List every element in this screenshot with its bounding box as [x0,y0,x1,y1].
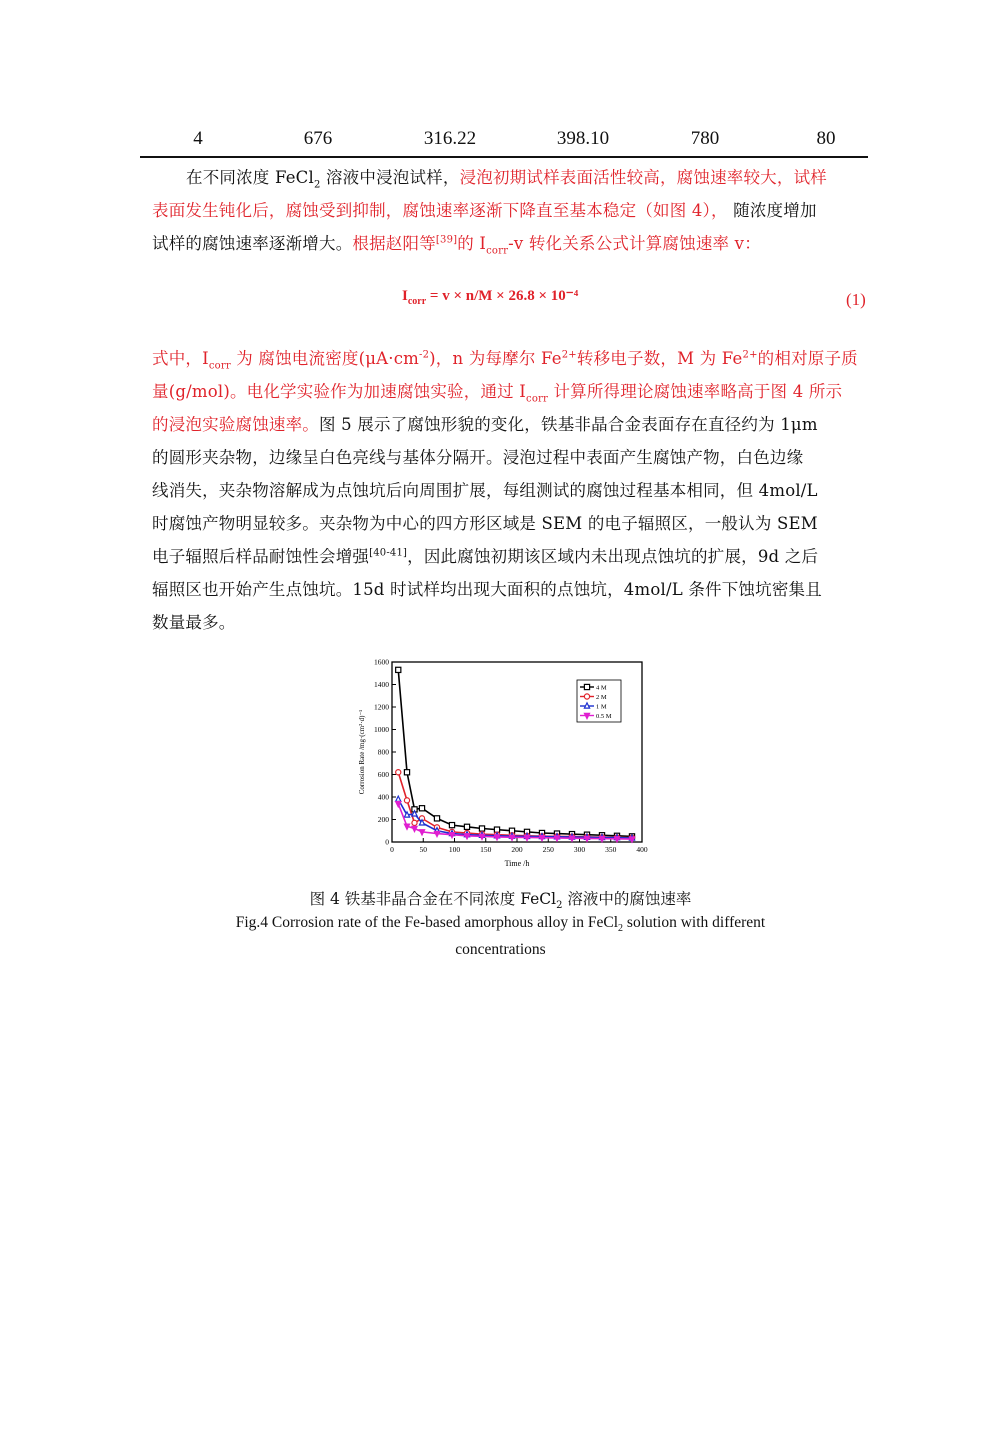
x-tick-label: 0 [390,845,394,854]
legend-marker [584,684,589,689]
x-tick-label: 400 [636,845,648,854]
legend-label: 1 M [596,703,607,711]
para2-line4: 的圆形夹杂物，边缘呈白色亮线与基体分隔开。浸泡过程中表面产生腐蚀产物，白色边缘 [152,448,804,467]
table-cell: 780 [690,128,720,149]
para1-line2: 表面发生钝化后，腐蚀受到抑制，腐蚀速率逐渐下降直至基本稳定（如图 4）， 随浓度增加 [152,201,817,220]
data-point [479,826,484,831]
para2-line8: 辐照区也开始产生点蚀坑。15d 时试样均出现大面积的点蚀坑，4mol/L 条件下蚀坑密集且 [152,580,822,599]
data-point [396,667,401,672]
legend-label: 4 M [596,684,607,692]
para2-line1: 式中，$I_{corr}$ 为 腐蚀电流密度$(\mu A\cdot cm^{-2})$，n 为每摩尔 $Fe^{2+}$转移电子数，M 为 $Fe^{2+}$的相对原子质 [152,349,858,372]
data-point [404,770,409,775]
para1-line1: 在不同浓度 FeCl$_2$ 溶液中浸泡试样，浸泡初期试样表面活性较高，腐蚀速率较大，试样 [186,168,827,191]
para2-line6: 时腐蚀产物明显较多。夹杂物为中心的四方形区域是 SEM 的电子辐照区，一般认为 SEM [152,514,818,533]
y-tick-label: 0 [385,837,389,847]
table-cell: 80 [816,128,836,149]
legend-label: 2 M [596,694,607,701]
paragraph-2 [152,342,866,639]
equation-number: (1) [846,290,866,309]
data-point [449,823,454,828]
data-point [404,798,409,803]
y-tick-label: 800 [377,747,389,757]
para2-line9: 数量最多。 [152,613,236,632]
para1-line3: 试样的腐蚀速率逐渐增大。根据赵阳等[39]的 $I_{corr}-v$ 转化关系公式计算腐蚀速率 v： [152,234,761,257]
x-tick-label: 300 [573,845,586,854]
data-point [419,806,424,811]
table-cell: 4 [193,128,203,149]
data-point [434,816,439,821]
y-tick-label: 400 [377,792,389,802]
table-cell: 398.10 [556,128,610,149]
para2-line5: 线消失，夹杂物溶解成为点蚀坑后向周围扩展，每组测试的腐蚀过程基本相同，但 4mol/L [152,481,818,500]
equation-1: $I_{corr} = v \times n/M \times 26.8 \times 10^{-4}$ [402,288,579,307]
figure-caption-cn: 图 4 铁基非晶合金在不同浓度 FeCl$_2$ 溶液中的腐蚀速率 [309,890,692,912]
y-tick-label: 600 [377,770,389,779]
data-point [412,820,417,825]
y-tick-label: 1200 [374,702,389,712]
y-tick-label: 1000 [374,725,389,734]
x-tick-label: 150 [480,845,492,854]
x-tick-label: 250 [542,845,554,854]
table-cell: 316.22 [423,128,477,149]
x-tick-label: 50 [419,845,427,854]
legend-label: 0.5 M [596,713,612,720]
data-point [396,770,401,775]
legend-marker [584,694,589,699]
table-cell: 676 [303,128,333,149]
para2-line7: 电子辐照后样品耐蚀性会增强[40-41]，因此腐蚀初期该区域内未出现点蚀坑的扩展，9d 之后 [152,547,819,566]
y-tick-label: 200 [377,815,389,824]
figure-caption-en-line1: Fig.4 Corrosion rate of the Fe-based amorphous alloy in FeCl$_2$ solution with different [235,914,766,935]
y-tick-label: 1600 [374,657,389,667]
table-bottom-rule [140,156,868,158]
data-point [464,824,469,829]
x-tick-label: 350 [605,845,617,854]
y-axis-label: Corrosion Rate /mg·(cm²·d)⁻¹ [358,709,366,795]
figure-caption-en-line2: concentrations [455,941,546,958]
paragraph-1 [152,161,866,260]
para2-line2: 量(g/mol)。电化学实验作为加速腐蚀实验，通过 $I_{corr}$ 计算所得理论腐蚀速率略高于图 4 所示 [152,382,843,405]
para2-line3: 的浸泡实验腐蚀速率。图 5 展示了腐蚀形貌的变化，铁基非晶合金表面存在直径约为 1μm [152,415,818,434]
x-axis-label: Time /h [504,859,530,868]
x-tick-label: 200 [511,845,523,854]
corrosion-rate-chart [352,656,648,872]
table-last-row [140,128,868,156]
x-tick-label: 100 [448,845,461,854]
y-tick-label: 1400 [374,680,389,689]
